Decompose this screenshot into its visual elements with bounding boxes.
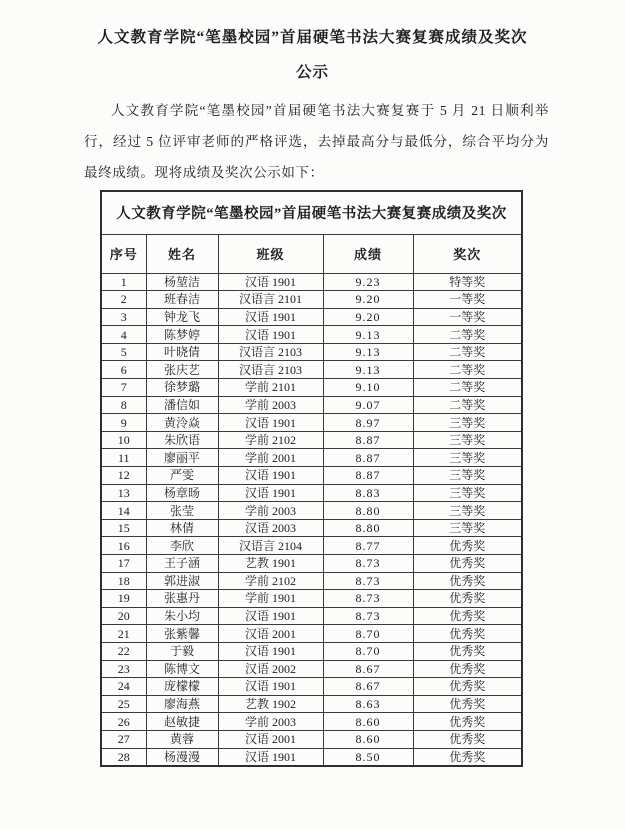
cell-name: 朱小均: [146, 607, 218, 625]
cell-class: 汉语 1901: [218, 326, 323, 344]
cell-seq: 18: [101, 572, 146, 590]
cell-name: 郭进淑: [146, 572, 218, 590]
cell-score: 8.87: [323, 431, 413, 449]
cell-name: 班春洁: [146, 291, 218, 309]
cell-class: 学前 2003: [218, 502, 323, 520]
results-table: [100, 190, 523, 767]
cell-seq: 9: [101, 414, 146, 432]
column-header: 序号: [101, 234, 146, 273]
cell-seq: 6: [101, 361, 146, 379]
cell-name: 赵敏捷: [146, 713, 218, 731]
cell-seq: 22: [101, 642, 146, 660]
cell-seq: 8: [101, 396, 146, 414]
cell-seq: 2: [101, 291, 146, 309]
cell-name: 严雯: [146, 467, 218, 485]
cell-seq: 25: [101, 695, 146, 713]
cell-score: 8.87: [323, 449, 413, 467]
table-row: [101, 730, 522, 748]
cell-name: 徐梦璐: [146, 379, 218, 397]
cell-award: 三等奖: [413, 414, 522, 432]
cell-award: 三等奖: [413, 519, 522, 537]
cell-score: 9.13: [323, 326, 413, 344]
cell-award: 优秀奖: [413, 713, 522, 731]
cell-score: 8.60: [323, 730, 413, 748]
table-title: 人文教育学院“笔墨校园”首届硬笔书法大赛复赛成绩及奖次: [101, 191, 522, 234]
cell-award: 二等奖: [413, 361, 522, 379]
cell-name: 张惠丹: [146, 590, 218, 608]
table-row: [101, 590, 522, 608]
table-row: [101, 660, 522, 678]
cell-name: 杨章旸: [146, 484, 218, 502]
cell-score: 8.50: [323, 748, 413, 766]
cell-seq: 7: [101, 379, 146, 397]
column-header: 奖次: [413, 234, 522, 273]
cell-seq: 1: [101, 273, 146, 291]
cell-score: 8.73: [323, 572, 413, 590]
cell-award: 三等奖: [413, 431, 522, 449]
table-row: [101, 678, 522, 696]
cell-name: 叶晓倩: [146, 343, 218, 361]
cell-score: 8.73: [323, 590, 413, 608]
cell-class: 汉语 2001: [218, 730, 323, 748]
cell-class: 汉语 1901: [218, 748, 323, 766]
cell-seq: 26: [101, 713, 146, 731]
cell-award: 特等奖: [413, 273, 522, 291]
cell-score: 8.73: [323, 607, 413, 625]
cell-class: 学前 1901: [218, 590, 323, 608]
table-row: [101, 748, 522, 766]
cell-award: 优秀奖: [413, 660, 522, 678]
cell-class: 艺教 1902: [218, 695, 323, 713]
cell-seq: 17: [101, 555, 146, 573]
table-row: [101, 519, 522, 537]
cell-class: 汉语 2002: [218, 660, 323, 678]
cell-award: 三等奖: [413, 502, 522, 520]
table-body: [101, 273, 522, 766]
cell-seq: 14: [101, 502, 146, 520]
cell-award: 优秀奖: [413, 678, 522, 696]
cell-seq: 10: [101, 431, 146, 449]
document-title-line1: 人文教育学院“笔墨校园”首届硬笔书法大赛复赛成绩及奖次: [97, 29, 528, 46]
cell-class: 汉语 1901: [218, 414, 323, 432]
cell-award: 优秀奖: [413, 642, 522, 660]
cell-score: 9.07: [323, 396, 413, 414]
table-row: [101, 326, 522, 344]
table-row: [101, 713, 522, 731]
cell-name: 张庆艺: [146, 361, 218, 379]
cell-score: 8.60: [323, 713, 413, 731]
cell-name: 朱欣语: [146, 431, 218, 449]
cell-name: 黄蓉: [146, 730, 218, 748]
cell-seq: 15: [101, 519, 146, 537]
cell-name: 于毅: [146, 642, 218, 660]
cell-award: 二等奖: [413, 396, 522, 414]
cell-name: 庞檬檬: [146, 678, 218, 696]
cell-award: 一等奖: [413, 308, 522, 326]
cell-name: 李欣: [146, 537, 218, 555]
cell-score: 8.70: [323, 642, 413, 660]
cell-name: 王子涵: [146, 555, 218, 573]
table-row: [101, 537, 522, 555]
cell-class: 汉语言 2103: [218, 361, 323, 379]
cell-score: 9.13: [323, 343, 413, 361]
cell-award: 优秀奖: [413, 607, 522, 625]
table-row: [101, 414, 522, 432]
column-header: 姓名: [146, 234, 218, 273]
cell-seq: 21: [101, 625, 146, 643]
cell-award: 优秀奖: [413, 730, 522, 748]
cell-name: 潘信如: [146, 396, 218, 414]
cell-seq: 4: [101, 326, 146, 344]
cell-award: 二等奖: [413, 326, 522, 344]
table-row: [101, 343, 522, 361]
cell-class: 学前 2102: [218, 572, 323, 590]
table-row: [101, 396, 522, 414]
cell-seq: 12: [101, 467, 146, 485]
table-row: [101, 555, 522, 573]
column-header: 成绩: [323, 234, 413, 273]
table-row: [101, 467, 522, 485]
cell-seq: 28: [101, 748, 146, 766]
cell-score: 9.20: [323, 308, 413, 326]
cell-seq: 16: [101, 537, 146, 555]
cell-class: 汉语 1901: [218, 308, 323, 326]
cell-name: 杨堃洁: [146, 273, 218, 291]
cell-score: 8.63: [323, 695, 413, 713]
cell-award: 三等奖: [413, 449, 522, 467]
cell-award: 一等奖: [413, 291, 522, 309]
cell-seq: 27: [101, 730, 146, 748]
cell-score: 9.20: [323, 291, 413, 309]
cell-score: 8.73: [323, 555, 413, 573]
cell-seq: 24: [101, 678, 146, 696]
cell-class: 学前 2001: [218, 449, 323, 467]
cell-class: 汉语 1901: [218, 678, 323, 696]
table-row: [101, 361, 522, 379]
cell-score: 8.67: [323, 678, 413, 696]
cell-score: 8.83: [323, 484, 413, 502]
cell-score: 9.13: [323, 361, 413, 379]
cell-award: 优秀奖: [413, 572, 522, 590]
announcement-paragraph: 人文教育学院“笔墨校园”首届硬笔书法大赛复赛于 5 月 21 日顺利举行，经过 5 位评审老师的严格评选，去掉最高分与最低分，综合平均分为最终成绩。现将成绩及奖次公示如下：: [84, 103, 549, 180]
cell-seq: 11: [101, 449, 146, 467]
cell-score: 9.23: [323, 273, 413, 291]
cell-seq: 19: [101, 590, 146, 608]
table-row: [101, 379, 522, 397]
cell-seq: 23: [101, 660, 146, 678]
cell-class: 汉语 1901: [218, 467, 323, 485]
document-title-line2: 公示: [295, 64, 329, 81]
cell-score: 8.77: [323, 537, 413, 555]
cell-class: 汉语 1901: [218, 273, 323, 291]
cell-score: 8.70: [323, 625, 413, 643]
cell-name: 陈梦婷: [146, 326, 218, 344]
cell-seq: 13: [101, 484, 146, 502]
document-title: [0, 0, 625, 90]
cell-score: 8.97: [323, 414, 413, 432]
cell-award: 二等奖: [413, 343, 522, 361]
table-row: [101, 625, 522, 643]
cell-class: 汉语言 2103: [218, 343, 323, 361]
cell-award: 优秀奖: [413, 537, 522, 555]
cell-award: 优秀奖: [413, 695, 522, 713]
cell-name: 廖丽平: [146, 449, 218, 467]
cell-name: 陈博文: [146, 660, 218, 678]
cell-score: 8.80: [323, 502, 413, 520]
cell-class: 学前 2102: [218, 431, 323, 449]
table-row: [101, 695, 522, 713]
cell-class: 汉语 2003: [218, 519, 323, 537]
column-header: 班级: [218, 234, 323, 273]
table-row: [101, 572, 522, 590]
cell-class: 汉语言 2104: [218, 537, 323, 555]
cell-class: 学前 2003: [218, 713, 323, 731]
cell-class: 学前 2003: [218, 396, 323, 414]
cell-class: 汉语 1901: [218, 484, 323, 502]
cell-name: 张莹: [146, 502, 218, 520]
table-header-row: [101, 234, 522, 273]
cell-score: 8.80: [323, 519, 413, 537]
table-title-row: [101, 191, 522, 234]
cell-class: 学前 2101: [218, 379, 323, 397]
cell-seq: 5: [101, 343, 146, 361]
table-row: [101, 449, 522, 467]
cell-class: 汉语 2001: [218, 625, 323, 643]
cell-name: 张紫馨: [146, 625, 218, 643]
cell-score: 9.10: [323, 379, 413, 397]
cell-name: 廖海燕: [146, 695, 218, 713]
cell-name: 林倩: [146, 519, 218, 537]
table-row: [101, 607, 522, 625]
cell-award: 优秀奖: [413, 625, 522, 643]
table-row: [101, 431, 522, 449]
table-row: [101, 291, 522, 309]
cell-score: 8.87: [323, 467, 413, 485]
cell-class: 汉语 1901: [218, 607, 323, 625]
cell-seq: 20: [101, 607, 146, 625]
cell-award: 优秀奖: [413, 748, 522, 766]
cell-seq: 3: [101, 308, 146, 326]
table-row: [101, 273, 522, 291]
cell-award: 优秀奖: [413, 555, 522, 573]
cell-name: 黄泠焱: [146, 414, 218, 432]
cell-award: 二等奖: [413, 379, 522, 397]
cell-score: 8.67: [323, 660, 413, 678]
table-row: [101, 642, 522, 660]
cell-award: 优秀奖: [413, 590, 522, 608]
table-row: [101, 502, 522, 520]
table-row: [101, 484, 522, 502]
table-row: [101, 308, 522, 326]
cell-name: 钟龙飞: [146, 308, 218, 326]
cell-class: 艺教 1901: [218, 555, 323, 573]
cell-class: 汉语 1901: [218, 642, 323, 660]
cell-class: 汉语言 2101: [218, 291, 323, 309]
cell-award: 三等奖: [413, 467, 522, 485]
cell-award: 三等奖: [413, 484, 522, 502]
cell-name: 杨漫漫: [146, 748, 218, 766]
